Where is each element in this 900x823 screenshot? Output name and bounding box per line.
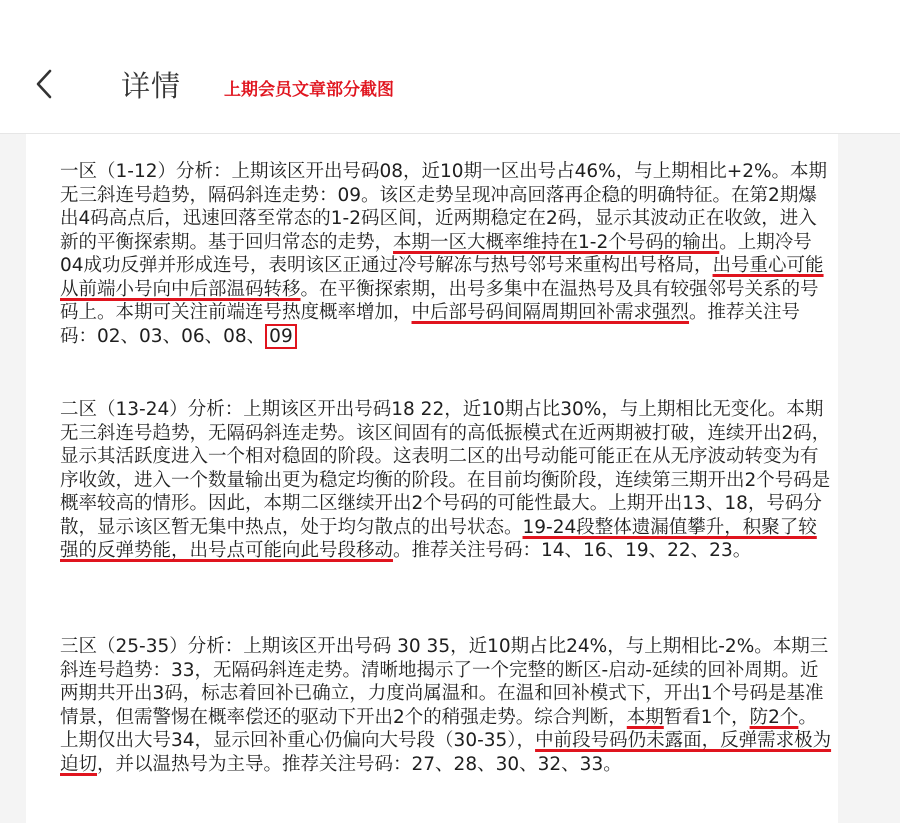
page-title: 详情 [121, 69, 182, 103]
text-span: 。在平衡探索期，出号多集中在温热号及具有较强邻号关系的号码上。本期可关注前端连号热度概率增加， [60, 278, 819, 323]
highlight-underline: 19-24段整体遗漏值攀升，积聚了较强的反弹势能，出号点可能向此号段移动 [60, 516, 817, 561]
top-nav-bar [0, 0, 900, 134]
highlight-underline: 本期一区大概率维持在1-2个号码的输出 [393, 231, 720, 253]
text-span: 。推荐关注号码：02、03、06、08、 [60, 302, 801, 347]
zone-1-analysis [60, 160, 832, 348]
highlight-underline: 中前段号码仍未露面，反弹需求极为迫切 [60, 730, 832, 775]
text-span: ，并以温热号为主导。推荐关注号码：27、28、30、32、33。 [97, 753, 622, 775]
screenshot-caption: 上期会员文章部分截图 [224, 80, 394, 100]
highlight-underline: 防2个 [749, 706, 799, 728]
boxed-number: 09 [265, 324, 297, 349]
zone-3-paragraph [60, 635, 832, 776]
text-span: 暂看1个， [663, 706, 750, 728]
text-span: 。上期冷号04成功反弹并形成连号，表明该区正通过冷号解冻与热号邻号来重构出号格局， [60, 231, 812, 276]
text-span: 。上期仅出大号34，显示回补重心仍偏向大号段（30-35）， [60, 706, 817, 751]
highlight-underline: 本期 [626, 706, 664, 728]
chevron-left-icon [30, 66, 62, 102]
zone-2-analysis [60, 398, 832, 563]
highlight-underline: 出号重心可能从前端小号向中后部温码转移 [60, 255, 824, 300]
text-span: 三区（25-35）分析：上期该区开出号码 30 35，近10期占比24%，与上期相比-2%。本期三斜连号趋势：33，无隔码斜连走势。清晰地揭示了一个完整的断区-启动-延续的回补周期。近两期共开出3码，标志着回补已确立，力度尚属温和。在温和回补模式下，开出1个号码是基准情景，但需警惕在概率偿还的驱动下开出2个的稍强走势。综合判断， [60, 636, 829, 728]
text-span: 。推荐关注号码：14、16、19、22、23。 [393, 540, 752, 561]
highlight-underline: 中后部号码间隔周期回补需求强烈 [411, 302, 690, 323]
zone-2-paragraph [60, 398, 832, 563]
text-span: 二区（13-24）分析：上期该区开出号码18 22，近10期占比30%，与上期相比无变化。本期无三斜连号趋势，无隔码斜连走势。该区间固有的高低振模式在近两期被打破，连续开出2码，显示其活跃度进入一个相对稳固的阶段。这表明二区的出号动能可能正在从无序波动转变为有序收敛，进入一个数量输出更为稳定均衡的阶段。在目前均衡阶段，连续第三期开出2个号码是概率较高的情形。因此，本期二区继续开出2个号码的可能性最大。上期开出13、18，号码分散，显示该区暂无集中热点，处于均匀散点的出号状态。 [60, 399, 831, 538]
zone-1-paragraph [60, 160, 832, 348]
text-span: 一区（1-12）分析：上期该区开出号码08，近10期一区出号占46%，与上期相比+2%。本期无三斜连号趋势，隔码斜连走势：09。该区走势呈现冲高回落再企稳的明确特征。在第2期爆出4码高点后，迅速回落至常态的1-2码区间，近两期稳定在2码，显示其波动正在收敛，进入新的平衡探索期。基于回归常态的走势， [60, 161, 828, 253]
zone-3-analysis [60, 635, 832, 776]
back-button[interactable] [30, 66, 62, 102]
